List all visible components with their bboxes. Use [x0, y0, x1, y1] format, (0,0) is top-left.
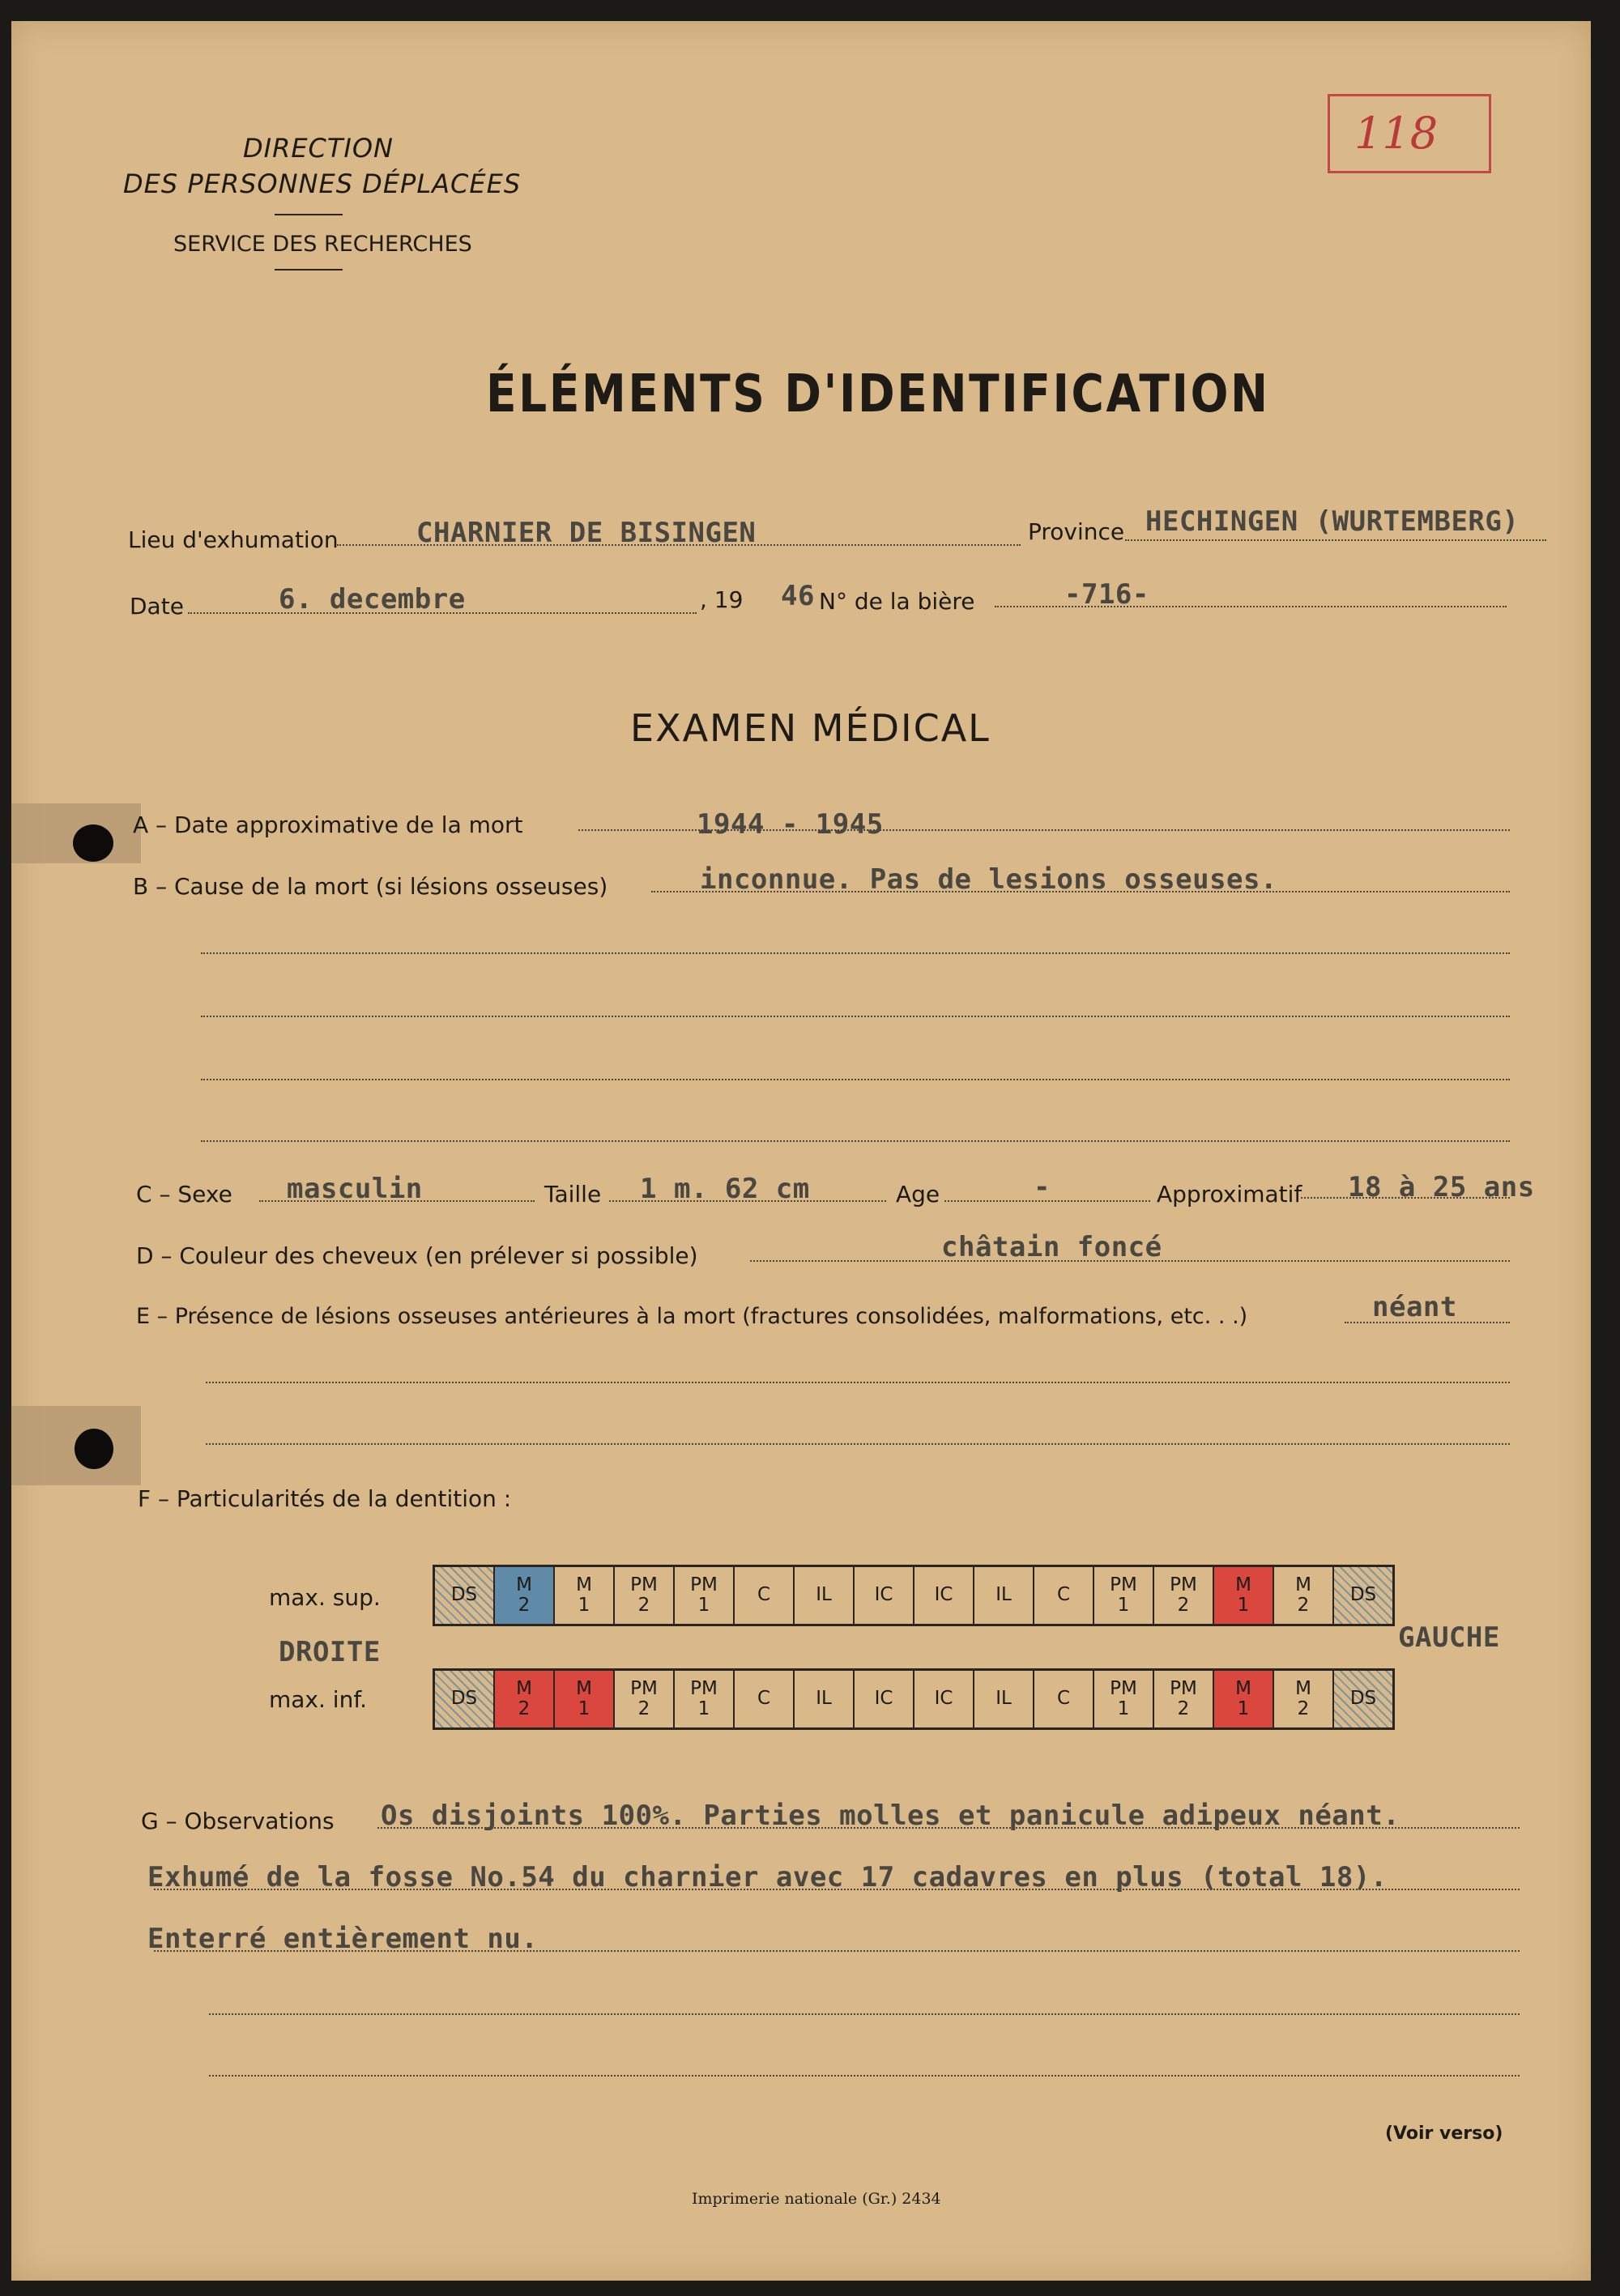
tooth-cell	[1034, 1671, 1094, 1727]
tooth-code: C	[757, 1688, 771, 1710]
tooth-code: PM	[690, 1677, 718, 1699]
year-value: 46	[781, 580, 815, 612]
tooth-number: 1	[578, 1595, 590, 1616]
tooth-cell	[1094, 1671, 1154, 1727]
field-d-label: D – Couleur des cheveux (en prélever si possible)	[136, 1242, 698, 1269]
tooth-cell	[435, 1671, 495, 1727]
field-b-line-3	[201, 1016, 1510, 1017]
tooth-cell	[495, 1671, 555, 1727]
tooth-cell	[495, 1567, 555, 1624]
tooth-cell	[795, 1671, 855, 1727]
tooth-code: IL	[816, 1584, 832, 1606]
tooth-number: 2	[518, 1698, 531, 1719]
voir-verso-note: (Voir verso)	[1385, 2123, 1503, 2144]
field-e-line-3	[206, 1443, 1510, 1445]
field-c-taille-value: 1 m. 62 cm	[640, 1173, 810, 1205]
province-line	[1125, 539, 1546, 541]
dentition-upper-row	[433, 1565, 1395, 1626]
field-e-line-2	[206, 1382, 1510, 1383]
tooth-cell	[795, 1567, 855, 1624]
tooth-code: PM	[630, 1677, 658, 1699]
tooth-code: M	[516, 1677, 532, 1699]
tooth-code: IC	[874, 1584, 893, 1606]
tooth-code: IC	[934, 1584, 953, 1606]
tooth-cell	[735, 1567, 795, 1624]
tooth-code: C	[1056, 1688, 1071, 1710]
field-c-sexe-value: masculin	[287, 1173, 423, 1205]
dentition-right-label: DROITE	[279, 1636, 381, 1668]
biere-label: N° de la bière	[819, 588, 975, 615]
tooth-code: DS	[1349, 1584, 1377, 1606]
medical-section-title: EXAMEN MÉDICAL	[630, 706, 991, 750]
tooth-code: PM	[1170, 1677, 1197, 1699]
dentition-lower-row	[433, 1668, 1395, 1730]
field-c-approx-label: Approximatif	[1157, 1181, 1302, 1208]
tooth-code: M	[1295, 1574, 1311, 1595]
tooth-cell	[615, 1567, 675, 1624]
field-b-line-2	[201, 952, 1510, 954]
tooth-code: C	[1056, 1584, 1071, 1606]
header-department: DES PERSONNES DÉPLACÉES	[123, 168, 522, 199]
tooth-cell	[555, 1567, 615, 1624]
tooth-cell	[1214, 1671, 1274, 1727]
tooth-code: IL	[816, 1688, 832, 1710]
header-rule-top	[275, 214, 343, 215]
date-label: Date	[130, 593, 184, 620]
observations-label: G – Observations	[141, 1808, 335, 1834]
observations-text-1: Os disjoints 100%. Parties molles et panicule adipeux néant.	[381, 1800, 1400, 1832]
tooth-code: IC	[934, 1688, 953, 1710]
tooth-code: M	[1235, 1677, 1251, 1699]
field-a-label: A – Date approximative de la mort	[133, 811, 523, 838]
tooth-code: M	[576, 1574, 592, 1595]
tooth-number: 1	[1237, 1698, 1250, 1719]
observations-text-3: Enterré entièrement nu.	[147, 1923, 539, 1955]
field-e-value: néant	[1372, 1291, 1457, 1323]
lieu-value: CHARNIER DE BISINGEN	[416, 517, 757, 549]
tooth-number: 1	[1117, 1698, 1130, 1719]
tooth-code: PM	[1170, 1574, 1197, 1595]
field-d-value: châtain foncé	[941, 1231, 1162, 1263]
field-b-value: inconnue. Pas de lesions osseuses.	[700, 863, 1277, 896]
document-sheet	[11, 21, 1591, 2281]
tooth-cell	[914, 1567, 974, 1624]
tooth-cell	[1274, 1671, 1334, 1727]
tooth-cell	[1154, 1567, 1214, 1624]
tooth-cell	[555, 1671, 615, 1727]
province-value: HECHINGEN (WURTEMBERG)	[1145, 505, 1520, 538]
tooth-cell	[675, 1567, 735, 1624]
tooth-code: IL	[995, 1584, 1012, 1606]
tooth-code: M	[1235, 1574, 1251, 1595]
tooth-code: M	[516, 1574, 532, 1595]
tooth-number: 2	[1177, 1698, 1190, 1719]
tooth-cell	[1034, 1567, 1094, 1624]
field-c-approx-value: 18 à 25 ans	[1348, 1171, 1535, 1203]
tooth-cell	[855, 1567, 914, 1624]
tooth-number: 2	[1177, 1595, 1190, 1616]
tooth-code: DS	[450, 1584, 478, 1606]
punch-hole-bottom	[75, 1429, 113, 1469]
document-number-stamp: 118	[1328, 94, 1491, 173]
tooth-cell	[1214, 1567, 1274, 1624]
header-rule-bottom	[275, 269, 343, 270]
tooth-cell	[1094, 1567, 1154, 1624]
tooth-number: 1	[1237, 1595, 1250, 1616]
dentition-inf-label: max. inf.	[269, 1686, 368, 1713]
field-b-label: B – Cause de la mort (si lésions osseuses)	[133, 873, 608, 900]
tooth-cell	[1334, 1671, 1392, 1727]
tooth-code: DS	[450, 1688, 478, 1710]
tooth-number: 2	[1297, 1698, 1310, 1719]
tooth-number: 2	[637, 1698, 650, 1719]
observations-text-2: Exhumé de la fosse No.54 du charnier avec 17 cadavres en plus (total 18).	[147, 1861, 1388, 1893]
field-b-line-5	[201, 1140, 1510, 1142]
tooth-code: PM	[1110, 1574, 1137, 1595]
tooth-cell	[974, 1671, 1034, 1727]
field-a-value: 1944 - 1945	[697, 808, 884, 841]
province-label: Province	[1028, 518, 1125, 545]
field-c-age-label: Age	[896, 1181, 940, 1208]
tooth-cell	[1154, 1671, 1214, 1727]
punch-hole-top	[73, 824, 113, 862]
field-c-taille-label: Taille	[544, 1181, 602, 1208]
tooth-cell	[435, 1567, 495, 1624]
tooth-code: M	[576, 1677, 592, 1699]
tooth-cell	[855, 1671, 914, 1727]
printer-footer: Imprimerie nationale (Gr.) 2434	[692, 2190, 941, 2208]
biere-value: -716-	[1064, 578, 1149, 611]
tooth-number: 2	[518, 1595, 531, 1616]
date-value: 6. decembre	[279, 583, 466, 616]
tooth-number: 2	[637, 1595, 650, 1616]
tooth-code: DS	[1349, 1688, 1377, 1710]
tooth-code: PM	[1110, 1677, 1137, 1699]
field-c-sexe-label: C – Sexe	[136, 1181, 232, 1208]
tooth-number: 1	[697, 1698, 710, 1719]
year-prefix: , 19	[700, 586, 744, 613]
tooth-cell	[974, 1567, 1034, 1624]
tooth-code: PM	[630, 1574, 658, 1595]
tooth-cell	[1274, 1567, 1334, 1624]
observations-line-5	[209, 2075, 1520, 2077]
tooth-code: PM	[690, 1574, 718, 1595]
observations-line-4	[209, 2013, 1520, 2015]
tooth-cell	[615, 1671, 675, 1727]
field-f-label: F – Particularités de la dentition :	[138, 1485, 512, 1512]
tooth-cell	[735, 1671, 795, 1727]
field-e-label: E – Présence de lésions osseuses antérieures à la mort (fractures consolidées, malformations, etc. . .)	[136, 1304, 1248, 1329]
dentition-sup-label: max. sup.	[269, 1584, 381, 1611]
tooth-cell	[1334, 1567, 1392, 1624]
tooth-number: 1	[697, 1595, 710, 1616]
lieu-label: Lieu d'exhumation	[128, 526, 339, 553]
header-service: SERVICE DES RECHERCHES	[173, 232, 472, 257]
header-direction: DIRECTION	[243, 133, 394, 164]
field-c-age-value: -	[1034, 1171, 1051, 1203]
tooth-cell	[914, 1671, 974, 1727]
tooth-number: 2	[1297, 1595, 1310, 1616]
dentition-left-label: GAUCHE	[1398, 1621, 1500, 1654]
tooth-number: 1	[578, 1698, 590, 1719]
page-title: ÉLÉMENTS D'IDENTIFICATION	[486, 364, 1270, 424]
tooth-code: C	[757, 1584, 771, 1606]
tooth-cell	[675, 1671, 735, 1727]
tooth-code: M	[1295, 1677, 1311, 1699]
field-b-line-4	[201, 1079, 1510, 1080]
tooth-code: IC	[874, 1688, 893, 1710]
tooth-number: 1	[1117, 1595, 1130, 1616]
tooth-code: IL	[995, 1688, 1012, 1710]
